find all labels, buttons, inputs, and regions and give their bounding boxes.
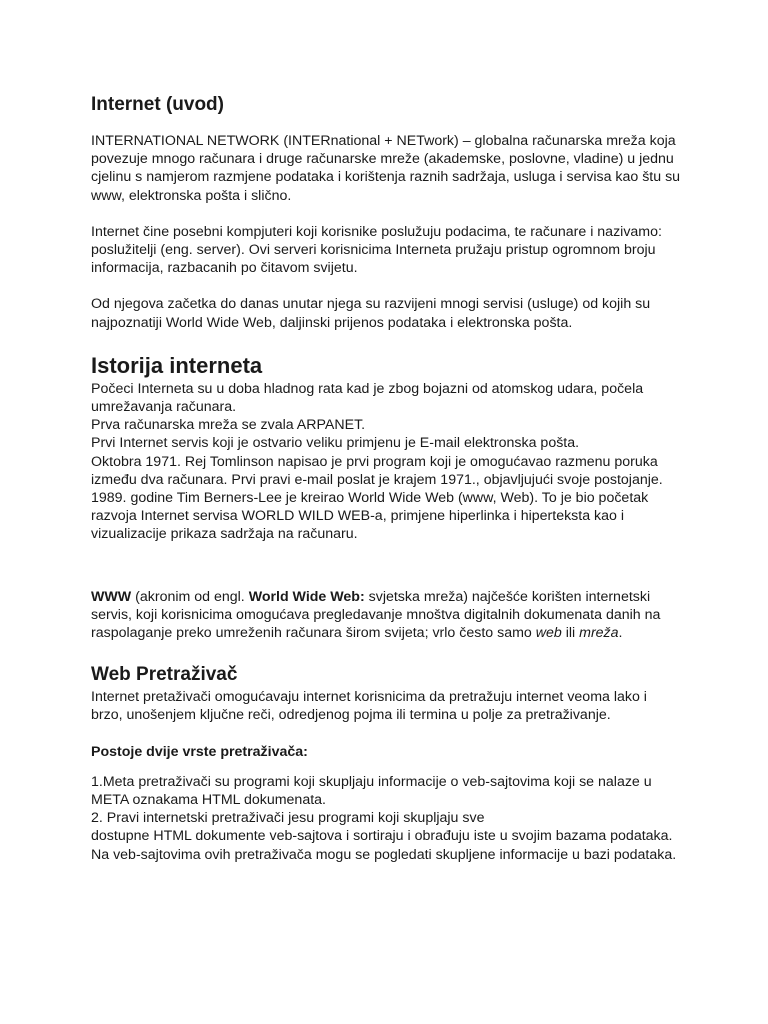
search-item-1: 1.Meta pretraživači su programi koji skupljaju informacije o veb-sajtovima koji se nalaze u META oznakama HTML dokumenata. bbox=[91, 773, 652, 809]
www-text-2: svjetska mreža) najčešće korišten internetski servis, koji korisnicima omogućava pregledavanje mnoštva digitalnih dokumenata danih na raspolaganje preko umreženih računara širom svijeta; vrlo često samo bbox=[91, 588, 661, 642]
www-term: WWW bbox=[91, 588, 132, 605]
intro-paragraph-2: Internet čine posebni kompjuteri koji korisnike poslužuju podacima, te računare i nazivamo: poslužitelji (eng. server). Ovi serveri korisnicima Interneta pružaju pristup ogromnom broju informacija, razbacanih po čitavom svijetu. bbox=[91, 223, 662, 277]
history-line-1: Počeci Interneta su u doba hladnog rata kad je zbog bojazni od atomskog udara, počela umrežavanja računara. bbox=[91, 380, 644, 416]
document-page bbox=[91, 92, 681, 864]
www-text-1: (akronim od engl. bbox=[131, 588, 249, 605]
history-line-5: 1989. godine Tim Berners-Lee je kreirao World Wide Web (www, Web). To je bio početak razvoja Internet servisa WORLD WILD WEB-a, primjene hiperlinka i hiperteksta kao i vizualizacije prikaza sadržaja na računaru. bbox=[91, 490, 649, 543]
history-line-3: Prvi Internet servis koji je ostvario veliku primjenu je E-mail elektronska pošta. bbox=[91, 435, 580, 452]
intro-paragraph-1: INTERNATIONAL NETWORK (INTERnational + NETwork) – globalna računarska mreža koja povezuje mnogo računara i druge računarske mreže (akademske, poslovne, vladine) u jednu cjelinu s namjerom razmjene podataka i korištenja raznih sadržaja, usluga i servisa kao štu su www, elektronska pošta i slično. bbox=[91, 133, 681, 204]
search-item-2b: dostupne HTML dokumente veb-sajtova i sortiraju i obrađuju iste u svojim bazama podataka. Na veb-sajtovima ovih pretraživača mogu se pogledati skupljene informacije u bazi podataka. bbox=[91, 828, 677, 863]
section-title-search: Web Pretraživač bbox=[91, 664, 238, 686]
search-paragraph: Internet pretaživači omogućavaju internet korisnicima da pretražuju internet veoma lako i brzo, unošenjem ključne reči, odredjenog pojma ili termina u polje za pretraživanje. bbox=[91, 689, 647, 724]
www-term-mreza: mreža bbox=[579, 625, 619, 642]
section-title-history: Istorija interneta bbox=[91, 352, 263, 378]
search-item-2a: 2. Pravi internetski pretraživači jesu programi koji skupljaju sve bbox=[91, 810, 485, 827]
www-term-full: World Wide Web: bbox=[248, 588, 365, 605]
history-line-2: Prva računarska mreža se zvala ARPANET. bbox=[91, 417, 366, 434]
www-paragraph bbox=[91, 588, 681, 643]
search-subtitle: Postoje dvije vrste pretraživača: bbox=[91, 743, 308, 760]
history-line-4: Oktobra 1971. Rej Tomlinson napisao je prvi program koji je omogućavao razmenu poruka između dva računara. Prvi pravi e-mail poslat je krajem 1971., objavljujući svoje postojanje. bbox=[91, 453, 663, 488]
www-term-web: web bbox=[535, 625, 562, 642]
www-text-4: . bbox=[618, 625, 623, 642]
section-title-intro: Internet (uvod) bbox=[91, 94, 224, 115]
intro-paragraph-3: Od njegova začetka do danas unutar njega su razvijeni mnogi servisi (usluge) od kojih su najpoznatiji World Wide Web, daljinski prijenos podataka i elektronska pošta. bbox=[91, 296, 651, 331]
www-text-3: ili bbox=[561, 625, 580, 642]
